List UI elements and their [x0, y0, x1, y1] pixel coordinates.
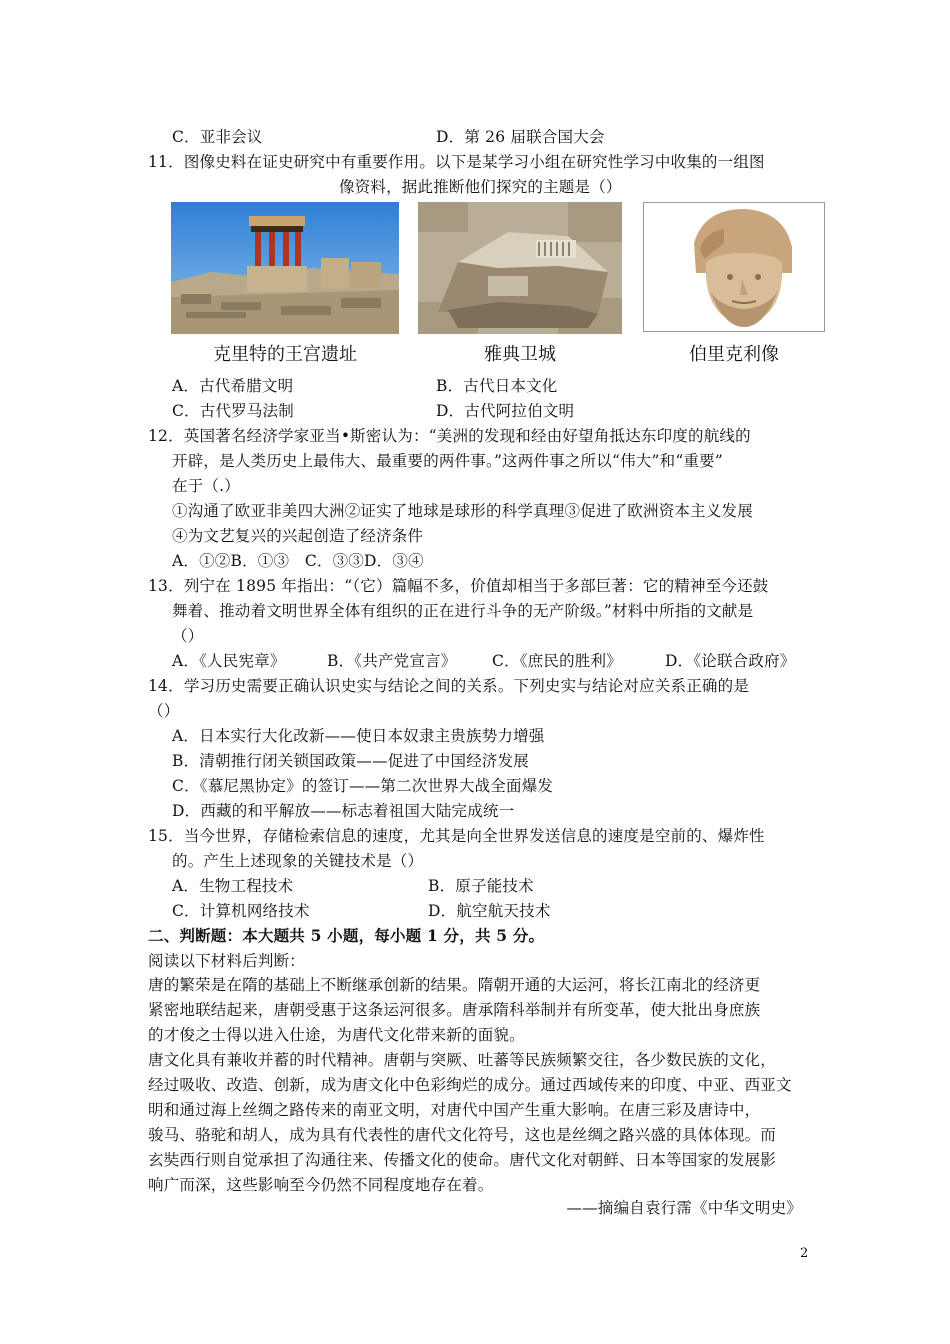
athens-acropolis-image — [418, 202, 622, 334]
q13-option-b: B．《共产党宣言》 — [327, 652, 457, 670]
q15-option-a: A．生物工程技术 — [172, 877, 294, 895]
q11-option-b: B．古代日本文化 — [436, 377, 558, 395]
passage-p1-line2: 紧密地联结起来，唐朝受惠于这条运河很多。唐承隋科举制并有所变革，使大批出身庶族 — [148, 1001, 761, 1019]
q11-stem-line2: 像资料，据此推断他们探究的主题是（） — [339, 178, 622, 196]
passage-p2-line3: 明和通过海上丝绸之路传来的南亚文明，对唐代中国产生重大影响。在唐三彩及唐诗中， — [148, 1101, 761, 1119]
q15-option-b: B．原子能技术 — [428, 877, 534, 895]
q12-line4: ①沟通了欧亚非美四大洲②证实了地球是球形的科学真理③促进了欧洲资本主义发展 — [172, 502, 753, 520]
q10-option-d: D．第 26 届联合国大会 — [436, 128, 605, 146]
q12-line3: 在于（.） — [172, 477, 240, 495]
q14-line1: 14．学习历史需要正确认识史实与结论之间的关系。下列史实与结论对应关系正确的是 — [148, 677, 750, 695]
q14-option-c: C．《慕尼黑协定》的签订——第二次世界大战全面爆发 — [172, 777, 554, 795]
caption-pericles: 伯里克利像 — [689, 344, 779, 365]
pericles-bust-image — [643, 202, 825, 332]
q13-line1: 13．列宁在 1895 年指出：“（它）篇幅不多，价值却相当于多部巨著：它的精神至今还鼓 — [148, 577, 769, 595]
q14-option-b: B．清朝推行闭关锁国政策——促进了中国经济发展 — [172, 752, 529, 770]
section2-heading: 二、判断题：本大题共 5 小题，每小题 1 分，共 5 分。 — [148, 926, 545, 945]
q11-option-a: A．古代希腊文明 — [172, 377, 294, 395]
q12-line1: 12．英国著名经济学家亚当•斯密认为：“美洲的发现和经由好望角抵达东印度的航线的 — [148, 427, 751, 445]
passage-p2-line1: 唐文化具有兼收并蓄的时代精神。唐朝与突厥、吐蕃等民族频繁交往，各少数民族的文化， — [148, 1051, 777, 1069]
q13-option-a: A．《人民宪章》 — [172, 652, 286, 670]
q14-option-d: D．西藏的和平解放——标志着祖国大陆完成统一 — [172, 802, 515, 820]
q15-option-d: D．航空航天技术 — [428, 902, 551, 920]
q15-option-c: C．计算机网络技术 — [172, 902, 310, 920]
q12-line5: ④为文艺复兴的兴起创造了经济条件 — [172, 527, 424, 545]
q12-options: A．①②B．①③ C．③③D．③④ — [172, 552, 424, 570]
q12-line2: 开辟，是人类历史上最伟大、最重要的两件事。”这两件事之所以“伟大”和“重要” — [172, 452, 723, 470]
passage-p1-line3: 的才俊之士得以进入仕途，为唐代文化带来新的面貌。 — [148, 1026, 525, 1044]
q14-line2: （） — [148, 702, 180, 720]
q11-option-d: D．古代阿拉伯文明 — [436, 402, 575, 420]
page-number: 2 — [800, 1246, 809, 1261]
passage-p2-line5: 玄奘西行则自觉承担了沟通往来、传播文化的使命。唐代文化对朝鲜、日本等国家的发展影 — [148, 1151, 777, 1169]
q13-line2: 舞着、推动着文明世界全体有组织的正在进行斗争的无产阶级。”材料中所指的文献是 — [172, 602, 754, 620]
q15-line2: 的。产生上述现象的关键技术是（） — [172, 852, 424, 870]
q13-option-c: C．《庶民的胜利》 — [492, 652, 622, 670]
caption-acropolis: 雅典卫城 — [484, 344, 556, 365]
q13-option-d: D．《论联合政府》 — [665, 652, 796, 670]
passage-source: ——摘编自袁行霈《中华文明史》 — [566, 1199, 802, 1217]
q10-option-c: C．亚非会议 — [172, 128, 263, 146]
caption-knossos: 克里特的王宫遗址 — [213, 344, 357, 365]
passage-p1-line1: 唐的繁荣是在隋的基础上不断继承创新的结果。隋朝开通的大运河，将长江南北的经济更 — [148, 976, 761, 994]
passage-p2-line4: 骏马、骆驼和胡人，成为具有代表性的唐代文化符号，这也是丝绸之路兴盛的具体体现。而 — [148, 1126, 777, 1144]
passage-p2-line6: 响广而深，这些影响至今仍然不同程度地存在着。 — [148, 1176, 494, 1194]
section2-instruction: 阅读以下材料后判断： — [148, 952, 306, 970]
q14-option-a: A．日本实行大化改新——使日本奴隶主贵族势力增强 — [172, 727, 545, 745]
q13-line3: （） — [172, 627, 204, 645]
q15-line1: 15．当今世界，存储检索信息的速度，尤其是向全世界发送信息的速度是空前的、爆炸性 — [148, 827, 765, 845]
q11-option-c: C．古代罗马法制 — [172, 402, 294, 420]
q11-stem-line1: 11．图像史料在证史研究中有重要作用。以下是某学习小组在研究性学习中收集的一组图 — [148, 153, 765, 171]
passage-p2-line2: 经过吸收、改造、创新，成为唐文化中色彩绚烂的成分。通过西域传来的印度、中亚、西亚文 — [148, 1076, 792, 1094]
knossos-palace-image — [171, 202, 399, 334]
